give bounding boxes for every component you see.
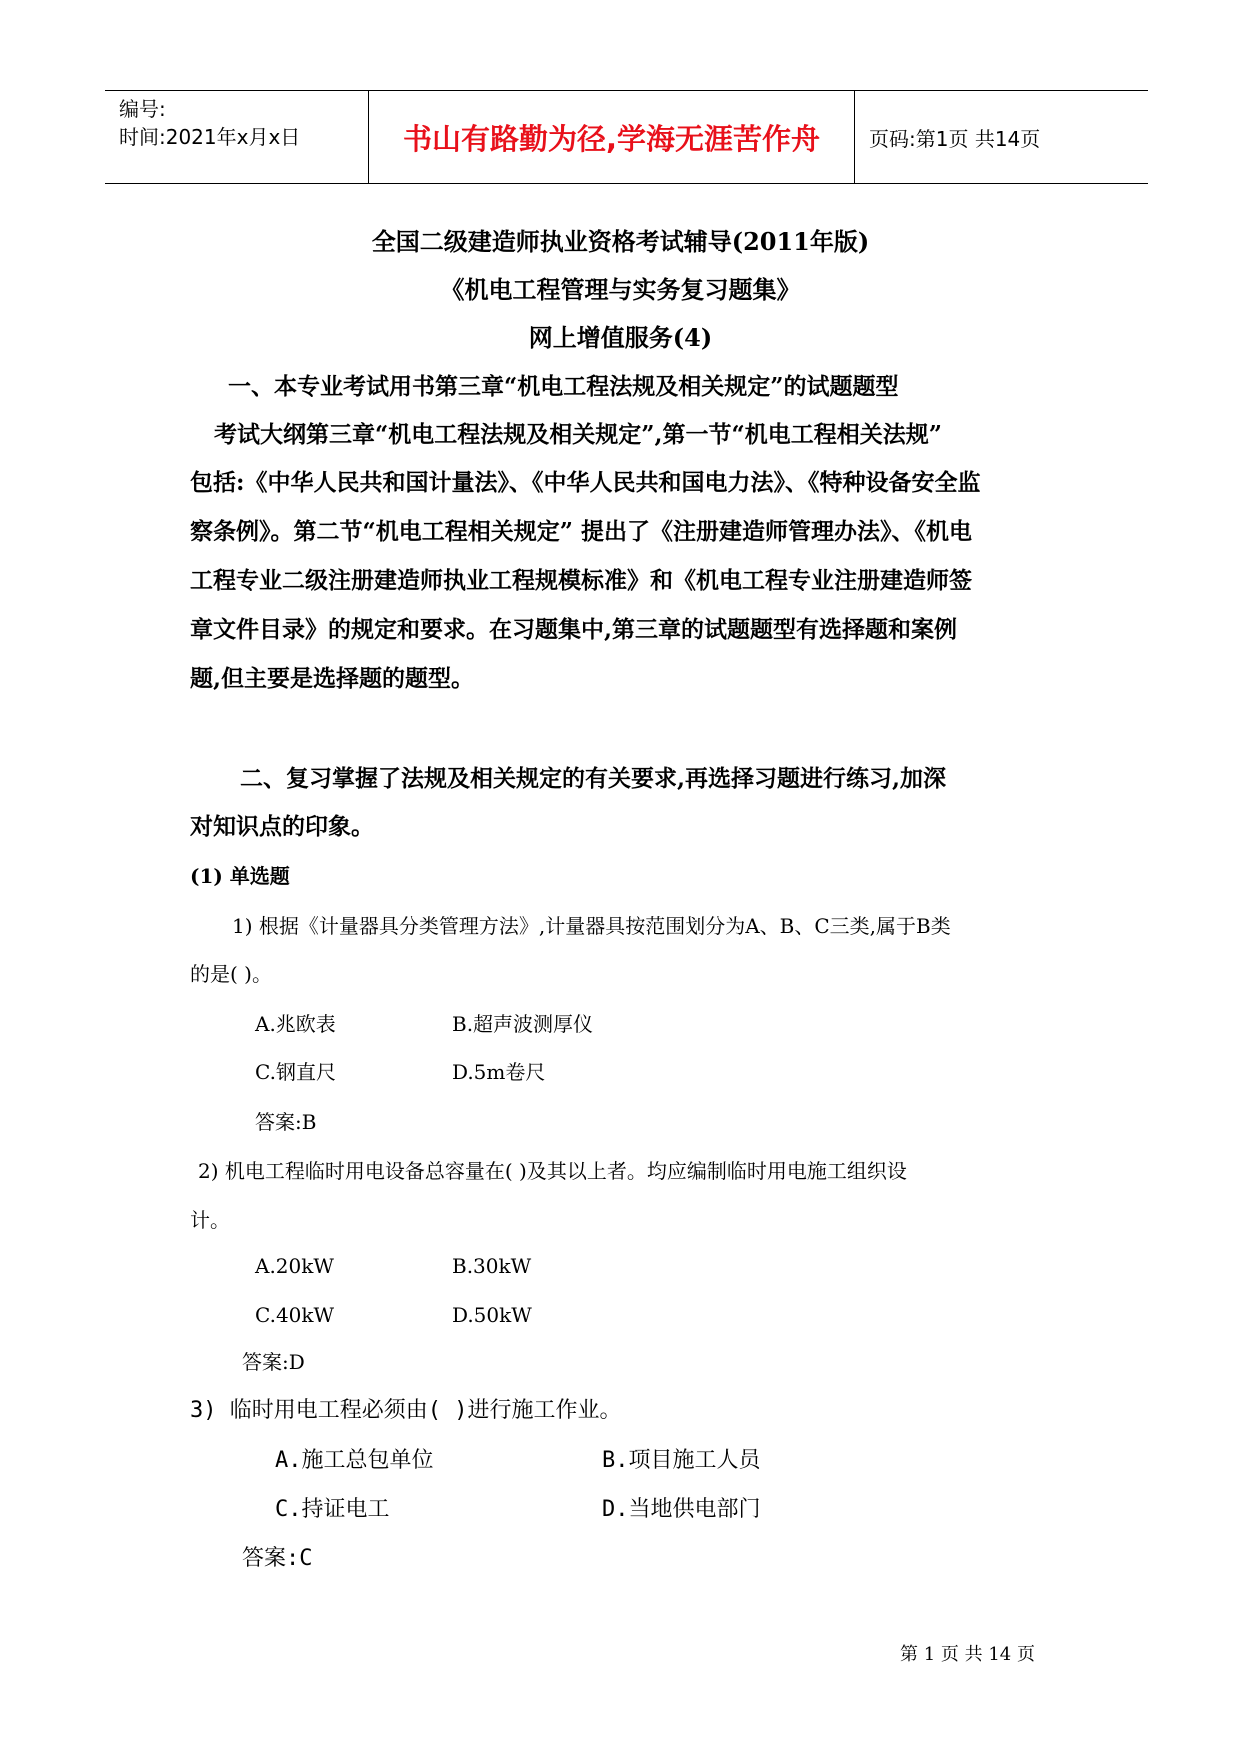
section1-line: 题,但主要是选择题的题型。 <box>190 665 475 692</box>
question-option: B.项目施工人员 <box>602 1448 761 1473</box>
section2-subheading: (1) 单选题 <box>190 864 290 888</box>
header-page-info: 页码:第1页 共14页 <box>869 127 1041 151</box>
question-stem: 3) 临时用电工程必须由( )进行施工作业。 <box>190 1398 622 1423</box>
question-option: D.当地供电部门 <box>602 1497 761 1522</box>
document-header <box>105 90 1148 184</box>
document-title-line1: 全国二级建造师执业资格考试辅导(2011年版) <box>371 227 870 256</box>
header-meta-cell <box>105 91 369 183</box>
document-date-label: 时间:2021年x月x日 <box>119 125 301 149</box>
question-answer: 答案:C <box>242 1546 313 1571</box>
question-option: C.40kW <box>255 1303 335 1327</box>
question-option: A.施工总包单位 <box>275 1448 434 1473</box>
question-stem: 2) 机电工程临时用电设备总容量在( )及其以上者。均应编制临时用电施工组织设 <box>198 1159 907 1183</box>
section1-line: 包括:《中华人民共和国计量法》、《中华人民共和国电力法》、《特种设备安全监 <box>190 469 981 496</box>
question-answer: 答案:D <box>242 1350 305 1374</box>
section2-line: 对知识点的印象。 <box>190 813 374 840</box>
question-option: C.钢直尺 <box>255 1060 336 1084</box>
page-footer: 第 1 页 共 14 页 <box>900 1644 1035 1665</box>
question-stem: 的是( )。 <box>190 962 272 986</box>
question-option: A.20kW <box>255 1254 334 1278</box>
section1-line: 工程专业二级注册建造师执业工程规模标准》和《机电工程专业注册建造师签 <box>190 567 972 594</box>
section1-line: 章文件目录》的规定和要求。在习题集中,第三章的试题题型有选择题和案例 <box>190 616 958 643</box>
question-option: D.50kW <box>452 1303 532 1327</box>
header-slogan: 书山有路勤为径,学海无涯苦作舟 <box>402 122 821 156</box>
section1-line: 考试大纲第三章“机电工程法规及相关规定”,第一节“机电工程相关法规” <box>214 421 942 448</box>
question-option: D.5m卷尺 <box>452 1060 546 1084</box>
question-option: A.兆欧表 <box>255 1012 336 1036</box>
document-number-label: 编号: <box>119 97 166 121</box>
header-slogan-cell <box>369 91 855 183</box>
header-page-cell <box>855 91 1148 183</box>
section2-line: 二、复习掌握了法规及相关规定的有关要求,再选择习题进行练习,加深 <box>240 765 947 792</box>
question-option: B.30kW <box>452 1254 532 1278</box>
question-option: C.持证电工 <box>275 1497 390 1522</box>
document-title-line2: 《机电工程管理与实务复习题集》 <box>440 275 801 304</box>
question-answer: 答案:B <box>255 1110 317 1134</box>
question-stem: 1) 根据《计量器具分类管理方法》,计量器具按范围划分为A、B、C三类,属于B类 <box>232 914 951 938</box>
section1-line: 察条例》。第二节“机电工程相关规定” 提出了《注册建造师管理办法》、《机电 <box>190 518 972 545</box>
document-title-line3: 网上增值服务(4) <box>528 323 713 352</box>
question-stem: 计。 <box>190 1208 230 1232</box>
section1-heading: 一、本专业考试用书第三章“机电工程法规及相关规定”的试题题型 <box>228 373 899 400</box>
question-option: B.超声波测厚仪 <box>452 1012 594 1036</box>
